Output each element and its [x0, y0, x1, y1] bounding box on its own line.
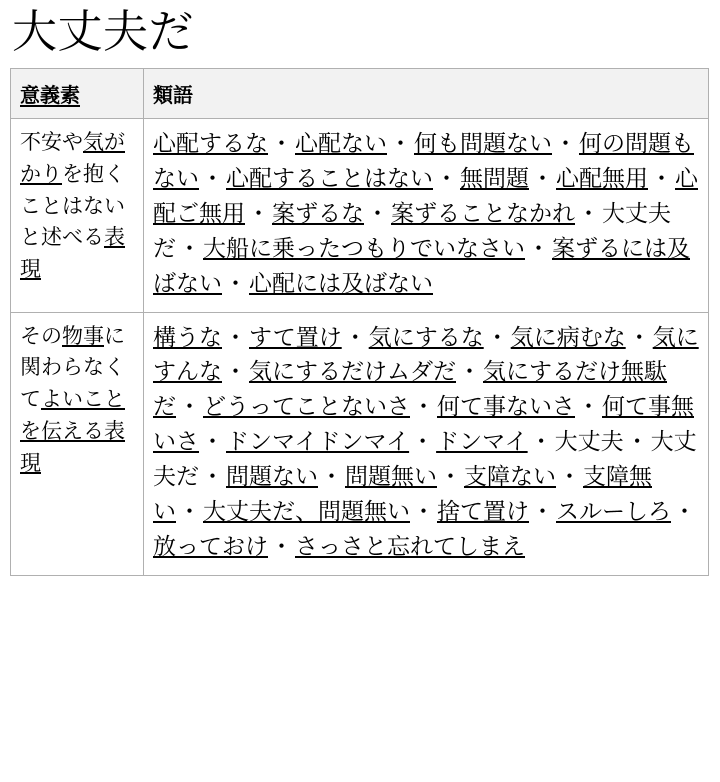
synonym-separator: ・	[439, 464, 462, 491]
table-row	[11, 118, 709, 312]
synonym-separator: ・	[529, 429, 553, 456]
synonym-separator: ・	[178, 235, 201, 262]
synonym-link[interactable]: 案ずることなかれ	[391, 200, 575, 227]
sense-text-1	[20, 324, 125, 476]
sense-text-0	[20, 130, 125, 282]
sense-text-run: 不安や	[20, 129, 83, 154]
synonyms-list-1	[153, 325, 699, 561]
thesaurus-table	[10, 68, 709, 576]
synonym-link[interactable]: 案ずるな	[272, 200, 364, 227]
synonym-separator: ・	[531, 165, 554, 192]
synonym-link[interactable]: 無問題	[460, 165, 529, 192]
synonym-link[interactable]: 心配することはない	[226, 165, 433, 192]
sense-term-link[interactable]: 気	[83, 129, 104, 154]
synonym-link[interactable]: ドンマイドンマイ	[226, 429, 410, 456]
table-row	[11, 312, 709, 576]
synonym-link[interactable]: 大丈夫だ、問題無い	[203, 499, 410, 526]
synonym-separator: ・	[343, 324, 367, 351]
synonym-link[interactable]: さっさと忘れてしまえ	[295, 534, 525, 561]
synonym-separator: ・	[412, 394, 435, 421]
sense-term-link[interactable]: よいことを	[20, 387, 125, 444]
synonym-link[interactable]: 案ずるには及ばない	[153, 235, 690, 297]
synonym-link[interactable]: 支障ない	[464, 464, 556, 491]
synonym-separator: ・	[201, 429, 224, 456]
synonym-link[interactable]: 何の問題もない	[153, 130, 694, 192]
synonym-link[interactable]: すて置け	[249, 324, 342, 351]
synonym-separator: ・	[320, 464, 343, 491]
sense-cell	[11, 312, 144, 576]
synonym-separator: ・	[270, 534, 293, 561]
synonym-link[interactable]: 気に病むな	[510, 324, 626, 351]
synonym-link[interactable]: 気にするだけ無駄だ	[153, 359, 667, 421]
synonym-text: 大丈夫	[554, 429, 624, 456]
synonym-separator: ・	[366, 200, 389, 227]
synonym-link[interactable]: どうってことないさ	[203, 394, 410, 421]
synonym-link[interactable]: 気にするな	[368, 324, 484, 351]
synonym-separator: ・	[458, 359, 481, 386]
synonym-separator: ・	[625, 429, 649, 456]
table-header	[11, 68, 709, 118]
sense-term-link[interactable]: 伝える	[41, 419, 104, 444]
synonym-separator: ・	[527, 235, 550, 262]
synonym-separator: ・	[531, 499, 554, 526]
synonym-link[interactable]: 放っておけ	[153, 534, 268, 561]
sense-term-link[interactable]: がかり	[20, 129, 125, 186]
synonym-separator: ・	[178, 394, 201, 421]
synonym-link[interactable]: 心配するな	[153, 130, 268, 157]
synonym-link[interactable]: 心配には及ばない	[249, 270, 433, 297]
synonym-separator: ・	[577, 200, 600, 227]
synonym-separator: ・	[224, 270, 247, 297]
synonyms-cell	[144, 118, 709, 312]
synonym-link[interactable]: 心配ない	[295, 130, 387, 157]
synonym-link[interactable]: 気にするだけムダだ	[249, 359, 456, 386]
column-header-synonyms	[144, 68, 709, 118]
column-header-sense	[11, 68, 144, 118]
sense-text-run: その	[20, 323, 62, 348]
synonym-link[interactable]: 気にすんな	[153, 324, 699, 386]
synonym-link[interactable]: 捨て置け	[437, 499, 529, 526]
synonym-link[interactable]: 心配ご無用	[153, 165, 698, 227]
synonym-separator: ・	[627, 324, 651, 351]
synonym-separator: ・	[435, 165, 458, 192]
page-title: 大丈夫だ	[12, 5, 195, 58]
synonym-separator: ・	[577, 394, 600, 421]
synonym-separator: ・	[673, 499, 696, 526]
synonym-text: 大丈夫だ	[153, 429, 697, 491]
synonym-link[interactable]: 心配無用	[556, 165, 648, 192]
synonym-separator: ・	[554, 130, 577, 157]
sense-text-run: を抱くことはないと述べる	[20, 161, 125, 250]
synonyms-list-0	[153, 131, 698, 297]
synonyms-cell	[144, 312, 709, 576]
synonym-link[interactable]: スルーしろ	[556, 499, 671, 526]
sense-term-link[interactable]: 物事	[62, 323, 104, 348]
sense-text-run: に関わらなくて	[20, 323, 125, 412]
synonym-separator: ・	[270, 130, 293, 157]
table-body	[11, 118, 709, 575]
synonym-separator: ・	[411, 429, 435, 456]
synonym-separator: ・	[224, 359, 247, 386]
synonym-separator: ・	[389, 130, 412, 157]
synonym-separator: ・	[412, 499, 435, 526]
column-header-sense-label: 意義素	[20, 82, 80, 107]
synonym-link[interactable]: 大船に乗ったつもりでいなさい	[203, 235, 525, 262]
sense-cell	[11, 118, 144, 312]
synonym-link[interactable]: 支障無い	[153, 464, 652, 526]
synonym-link[interactable]: 何も問題ない	[414, 130, 552, 157]
synonym-link[interactable]: 問題ない	[226, 464, 318, 491]
sense-term-link[interactable]: 表現	[20, 419, 125, 476]
synonym-separator: ・	[650, 165, 673, 192]
column-header-synonyms-label: 類語	[153, 82, 193, 107]
synonym-link[interactable]: ドンマイ	[436, 429, 528, 456]
synonym-separator: ・	[201, 464, 224, 491]
synonym-link[interactable]: 問題無い	[345, 464, 437, 491]
synonym-separator: ・	[178, 499, 201, 526]
synonym-link[interactable]: 構うな	[153, 324, 222, 351]
synonym-link[interactable]: 何て事無いさ	[153, 394, 694, 456]
table-header-row	[11, 68, 709, 118]
synonym-separator: ・	[201, 165, 224, 192]
synonym-separator: ・	[247, 200, 270, 227]
synonym-separator: ・	[224, 324, 247, 351]
synonym-text: 大丈夫だ	[153, 200, 671, 262]
sense-term-link[interactable]: 表現	[20, 225, 125, 282]
synonym-link[interactable]: 何て事ないさ	[437, 394, 575, 421]
synonym-separator: ・	[485, 324, 509, 351]
synonym-separator: ・	[558, 464, 581, 491]
